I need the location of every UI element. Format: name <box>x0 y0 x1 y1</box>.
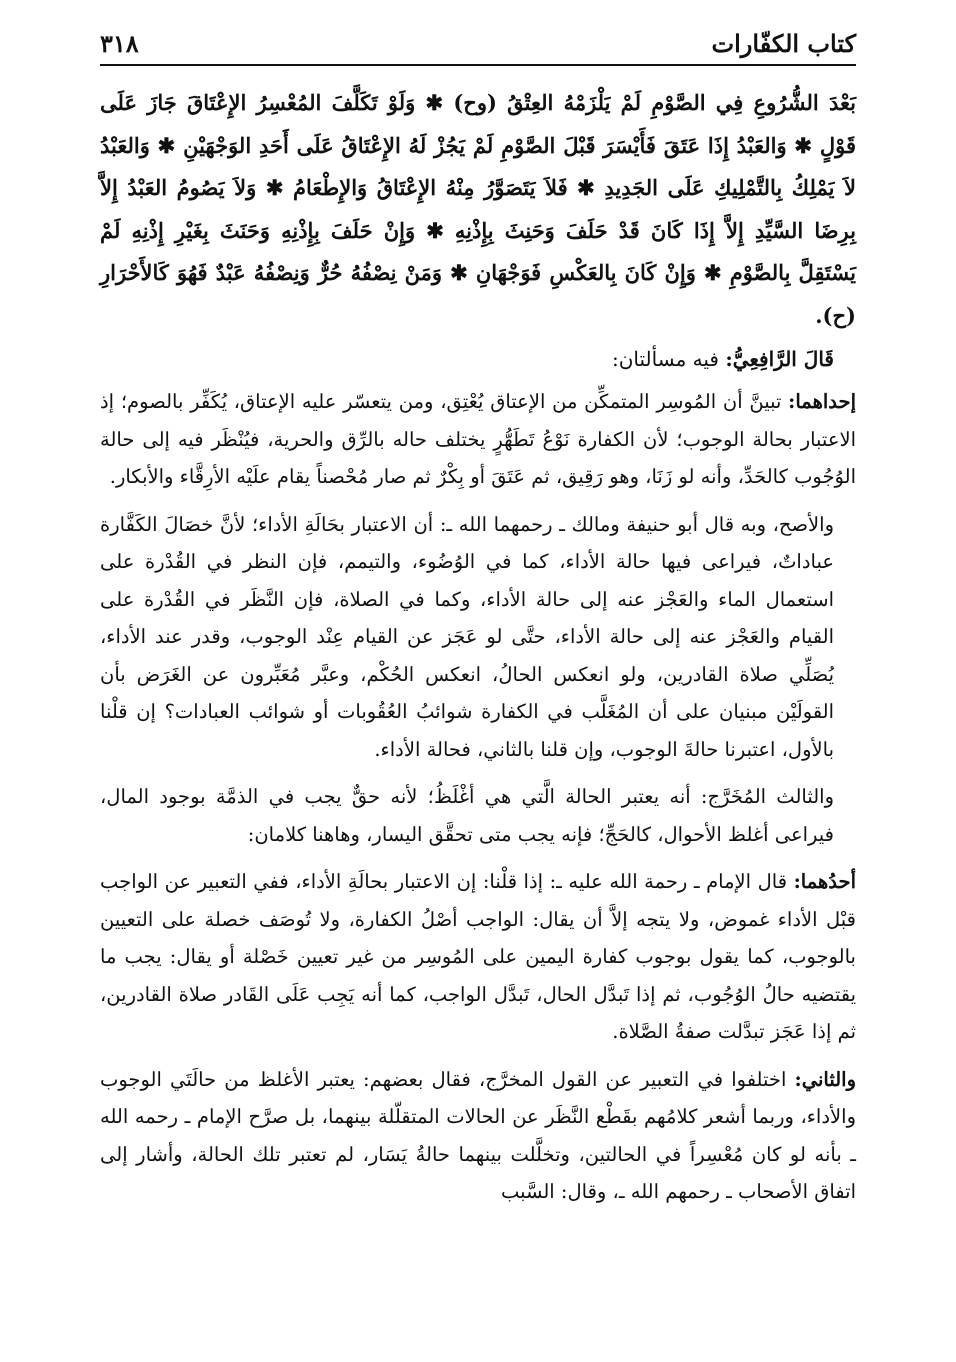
page-number: ٣١٨ <box>100 29 139 58</box>
paragraph-lead: أحدُهما: <box>793 870 856 893</box>
intro-lead: قَالَ الرَّافِعِيُّ: <box>725 347 834 371</box>
paragraph-text: والأصح، وبه قال أبو حنيفة ومالك ـ رحمهما الله ـ: أن الاعتبار بحَالَةِ الأداء؛ لأنَّ خصَالَ الكَفَّارة عباداتٌ، فيراعى فيها حالة الأداء، كما في الوُضُوء، والتيمم، فإن النظر في القُدْرة على استعمال الماء والعَجْز عنه إلى حالة الأداء، وكما في الصلاة، فإن النَّظَر في القُدْرة على القيام والعَجْز عنه إلى حالة الأداء، حتَّى لو عَجَز عن القيام عِنْد الوجوب، وقدر عند الأداء، يُصَلِّي صلاة القادرين، ولو انعكس الحالُ، انعكس الحُكْم، وعبَّر مُعَبِّرون عن الغَرَض بأن القولَيْن مبنيان على أن المُغَلَّب في الكفارة شوائبُ العُقُوبات أو شوائب العبادات؟ إن قلْنا بالأول، اعتبرنا حالةَ الوجوب، وإن قلنا بالثاني، فحالة الأداء. <box>100 512 834 761</box>
paragraph-text: قال الإمام ـ رحمة الله عليه ـ: إذا قلْنا: إن الاعتبار بحالَةِ الأداء، ففي التعبير عن الواجب قبْل الأداء غموض، ولا يتجه إلاَّ أن يقال: الواجب أصْلُ الكفارة، ولا تُوصَف خصلة على التعيين بالوجوب، كما يقول بوجوب كفارة اليمين على المُوسِر من غير تعيين خَصْلة أو يقال: يجب ما يقتضيه حالُ الوُجُوب، ثم إذا تَبدَّل الحال، تَبدَّل الواجب، كما أنه يَجِب عَلَى القَادر صلاة القادرين، ثم إذا عَجَز تبدَّلت صفةُ الصَّلاة. <box>100 870 856 1043</box>
paragraph-text: والثالث المُخَرَّج: أنه يعتبر الحالة الَّتي هي أغْلَظُ؛ لأنه حقٌّ يجب في الذمَّة بوجود المال، فيراعى أغلظ الأحوال، كالحَجِّ؛ فإنه يجب متى تحقَّق اليسار، وهاهنا كلامان: <box>100 785 834 846</box>
paragraph-3 <box>100 778 856 853</box>
intro-text: فيه مسألتان: <box>612 347 726 371</box>
paragraph-1 <box>100 383 856 496</box>
paragraph-text: تبينَّ أن المُوسِر المتمكِّن من الإعتاق يُعْتِق، ومن يتعسّر عليه الإعتاق، يُكَفِّر بالصوم؛ إذ الاعتبار بحالة الوجوب؛ لأن الكفارة نَوْعُ تَطَهُّرٍ يختلف حاله بالرِّق والحرية، فيُنْظَر فيه إلى حالة الوُجُوب كالحَدِّ، وأنه لو زَنَا، وهو رَقِيق، ثم عَتَقَ أو بِكْرٌ ثم صار مُحْصناً يقام علَيْه الأرِقَّاء والأبكار. <box>100 390 856 488</box>
commentary-intro <box>100 339 856 379</box>
paragraph-5 <box>100 1061 856 1211</box>
paragraph-lead: والثاني: <box>794 1067 856 1091</box>
paragraph-lead: إحداهما: <box>788 390 856 413</box>
book-title: كتاب الكفّارات <box>711 29 856 58</box>
page-content <box>100 82 856 1211</box>
paragraph-text: اختلفوا في التعبير عن القول المخرَّج، فقال بعضهم: يعتبر الأغلظ من حالَتَي الوجوب والأداء، وربما أشعر كلامُهم بقَطْع النَّظَر عن الحالات المتقلّلة بينهما، بل صرَّح الإمام ـ رحمه الله ـ بأنه لو كان مُعْسِراً في الحالتين، وتخلَّلت بينهما حالةُ يَسَار، لم تعتبر تلك الحالة، وأشار إلى اتفاق الأصحاب ـ رحمهم الله ـ، وقال: السَّبب <box>100 1067 856 1203</box>
page-header <box>100 18 856 66</box>
paragraph-4 <box>100 863 856 1051</box>
matn-text: بَعْدَ الشُّرُوعِ فِي الصَّوْمِ لَمْ يَلْزَمْهُ العِتْقُ (وح) ✱ وَلَوْ تَكَلَّفَ المُعْسِرُ الإِعْتَاقَ جَازَ عَلَى قَوْلٍ ✱ وَالعَبْدُ إِذَا عَتَقَ فَأَيْسَرَ قَبْلَ الصَّوْمِ لَمْ يَجُزْ لَهُ الإِعْتَاقُ عَلَى أَحَدِ الوَجْهَيْنِ ✱ وَالعَبْدُ لاَ يَمْلِكُ بِالتَّمْلِيكِ عَلَى الجَدِيدِ ✱ فَلاَ يَتَصَوَّرُ مِنْهُ الإِعْتَاقُ وَالإِطْعَامُ ✱ وَلاَ يَصُومُ العَبْدُ إِلاَّ بِرِضَا السَّيِّدِ إِلاَّ إِذَا كَانَ قَدْ حَلَفَ وَحَنِثَ بِإِذْنِهِ ✱ وَإِنْ حَلَفَ بِإِذْنِهِ وَحَنَثَ بِغَيْرِ إِذْنِهِ لَمْ يَسْتَقِلَّ بِالصَّوْمِ ✱ وَإِنْ كَانَ بِالعَكْسِ فَوَجْهَانِ ✱ وَمَنْ نِصْفُهُ حُرٌّ وَنِصْفُهُ عَبْدٌ فَهُوَ كَالأَحْرَارِ (ح). <box>100 90 856 328</box>
paragraph-2 <box>100 506 856 769</box>
